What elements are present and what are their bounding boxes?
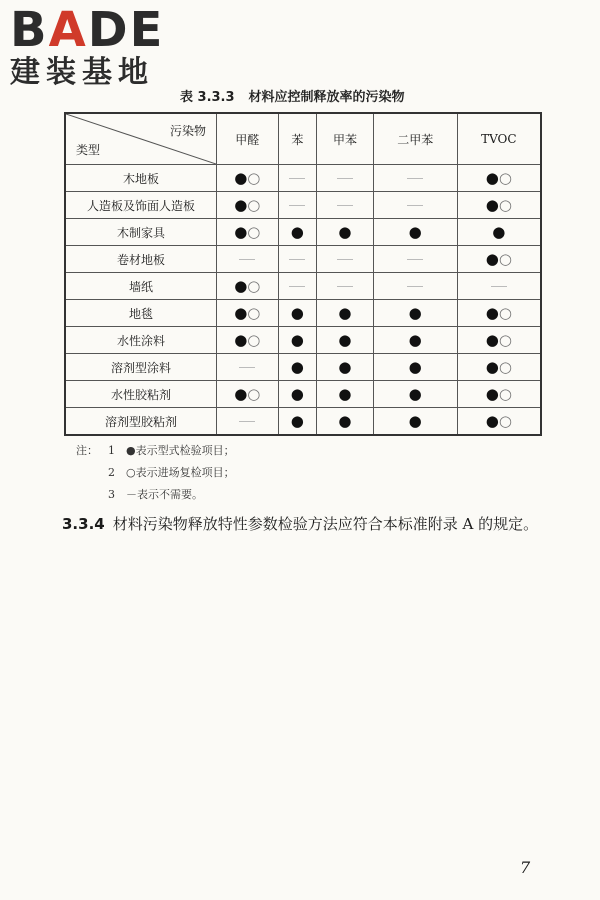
table-row: [65, 327, 541, 354]
dash-icon: [491, 286, 507, 287]
filled-circle-icon: ●: [485, 250, 499, 268]
dash-icon: [289, 205, 305, 206]
dash-icon: [289, 286, 305, 287]
table-cell: [317, 354, 374, 381]
table-cell: [217, 219, 279, 246]
dash-icon: [239, 259, 255, 260]
filled-circle-icon: ●: [290, 331, 304, 349]
table-cell: [457, 300, 541, 327]
filled-circle-icon: ●: [338, 304, 352, 322]
table-cell: [373, 192, 457, 219]
table-cell: [457, 327, 541, 354]
table-cell: [373, 300, 457, 327]
table-cell: [278, 246, 317, 273]
row-label: 溶剂型涂料: [65, 354, 217, 381]
filled-circle-icon: ●: [485, 331, 499, 349]
table-cell: [317, 408, 374, 436]
empty-circle-icon: ○: [247, 304, 261, 322]
filled-circle-icon: ●: [408, 385, 422, 403]
note-line: [76, 462, 235, 484]
table-row: [65, 165, 541, 192]
row-label: 卷材地板: [65, 246, 217, 273]
table-cell: [278, 327, 317, 354]
notes-label: 注：: [76, 444, 98, 457]
filled-circle-icon: ●: [290, 358, 304, 376]
clause-paragraph: [62, 510, 562, 538]
table-cell: [317, 273, 374, 300]
table-caption-title: 材料应控制释放率的污染物: [248, 90, 405, 105]
empty-circle-icon: ○: [247, 331, 261, 349]
table-cell: [457, 219, 541, 246]
filled-circle-icon: ●: [408, 331, 422, 349]
note-line: [76, 484, 235, 506]
table-cell: [317, 246, 374, 273]
filled-circle-icon: ●: [485, 385, 499, 403]
note-number: 1: [108, 444, 115, 457]
filled-circle-icon: ●: [485, 196, 499, 214]
filled-circle-icon: ●: [290, 223, 304, 241]
note-text: ●表示型式检验项目；: [126, 444, 235, 457]
filled-circle-icon: ●: [234, 277, 248, 295]
filled-circle-icon: ●: [234, 385, 248, 403]
table-cell: [457, 192, 541, 219]
table-cell: [317, 381, 374, 408]
empty-circle-icon: ○: [498, 385, 512, 403]
table-cell: [373, 408, 457, 436]
table-cell: [217, 300, 279, 327]
filled-circle-icon: ●: [234, 169, 248, 187]
table-cell: [217, 381, 279, 408]
filled-circle-icon: ●: [290, 385, 304, 403]
column-header: TVOC: [457, 113, 541, 165]
table-cell: [217, 354, 279, 381]
filled-circle-icon: ●: [408, 412, 422, 430]
filled-circle-icon: ●: [408, 223, 422, 241]
table-row: [65, 246, 541, 273]
empty-circle-icon: ○: [498, 412, 512, 430]
table-cell: [278, 273, 317, 300]
dash-icon: [289, 259, 305, 260]
filled-circle-icon: ●: [408, 358, 422, 376]
table-row: [65, 381, 541, 408]
corner-header-cell: [65, 113, 217, 165]
empty-circle-icon: ○: [498, 196, 512, 214]
filled-circle-icon: ●: [408, 304, 422, 322]
empty-circle-icon: ○: [247, 169, 261, 187]
note-text: ○表示进场复检项目；: [126, 466, 235, 479]
corner-label-type: 类型: [76, 143, 101, 157]
table-cell: [373, 165, 457, 192]
table-cell: [457, 165, 541, 192]
table-header-row: [65, 113, 541, 165]
table-cell: [278, 381, 317, 408]
page-number: 7: [520, 858, 531, 877]
empty-circle-icon: ○: [247, 196, 261, 214]
table-cell: [373, 381, 457, 408]
empty-circle-icon: ○: [498, 169, 512, 187]
table-cell: [317, 165, 374, 192]
empty-circle-icon: ○: [247, 385, 261, 403]
table-row: [65, 192, 541, 219]
filled-circle-icon: ●: [485, 358, 499, 376]
dash-icon: [239, 367, 255, 368]
dash-icon: [407, 259, 423, 260]
table-cell: [278, 219, 317, 246]
filled-circle-icon: ●: [234, 331, 248, 349]
filled-circle-icon: ●: [290, 412, 304, 430]
row-label: 木制家具: [65, 219, 217, 246]
filled-circle-icon: ●: [234, 304, 248, 322]
row-label: 水性胶粘剂: [65, 381, 217, 408]
row-label: 水性涂料: [65, 327, 217, 354]
table-cell: [317, 219, 374, 246]
table-cell: [278, 408, 317, 436]
empty-circle-icon: ○: [498, 331, 512, 349]
row-label: 地毯: [65, 300, 217, 327]
dash-icon: [337, 286, 353, 287]
empty-circle-icon: ○: [247, 223, 261, 241]
dash-icon: [337, 178, 353, 179]
table-cell: [373, 246, 457, 273]
table-caption: [180, 86, 405, 105]
table-body: [65, 165, 541, 436]
clause-number: 3.3.4: [62, 515, 105, 533]
filled-circle-icon: ●: [338, 385, 352, 403]
empty-circle-icon: ○: [498, 250, 512, 268]
table-cell: [457, 246, 541, 273]
row-label: 溶剂型胶粘剂: [65, 408, 217, 436]
filled-circle-icon: ●: [485, 169, 499, 187]
table-row: [65, 219, 541, 246]
table-cell: [457, 354, 541, 381]
table-cell: [373, 273, 457, 300]
table-row: [65, 408, 541, 436]
table-cell: [278, 354, 317, 381]
filled-circle-icon: ●: [338, 412, 352, 430]
filled-circle-icon: ●: [234, 196, 248, 214]
table-cell: [457, 273, 541, 300]
filled-circle-icon: ●: [492, 223, 506, 241]
table-cell: [217, 165, 279, 192]
table-cell: [317, 327, 374, 354]
clause-text: 材料污染物释放特性参数检验方法应符合本标准附录 A 的规定。: [112, 515, 539, 533]
table-cell: [217, 327, 279, 354]
bade-logo: [10, 4, 185, 90]
note-text: －表示不需要。: [126, 488, 203, 501]
row-label: 木地板: [65, 165, 217, 192]
note-number: 2: [108, 466, 115, 479]
corner-label-pollutant: 污染物: [169, 124, 206, 138]
row-label: 墙纸: [65, 273, 217, 300]
filled-circle-icon: ●: [485, 304, 499, 322]
column-header: 甲苯: [317, 113, 374, 165]
filled-circle-icon: ●: [338, 331, 352, 349]
table-cell: [217, 408, 279, 436]
table-cell: [373, 327, 457, 354]
table-caption-number: 表 3.3.3: [180, 90, 235, 105]
dash-icon: [407, 286, 423, 287]
empty-circle-icon: ○: [498, 304, 512, 322]
dash-icon: [407, 205, 423, 206]
table-notes: [76, 440, 235, 506]
table-row: [65, 354, 541, 381]
table-cell: [457, 381, 541, 408]
table-cell: [278, 192, 317, 219]
logo-subtitle: 建装基地: [10, 55, 154, 90]
dash-icon: [337, 259, 353, 260]
pollutant-table: [64, 112, 542, 436]
table-cell: [373, 219, 457, 246]
dash-icon: [337, 205, 353, 206]
filled-circle-icon: ●: [338, 223, 352, 241]
column-header: 甲醛: [217, 113, 279, 165]
table-cell: [457, 408, 541, 436]
table-cell: [373, 354, 457, 381]
table-cell: [278, 300, 317, 327]
dash-icon: [289, 178, 305, 179]
note-line: [76, 440, 235, 462]
table-row: [65, 300, 541, 327]
table-row: [65, 273, 541, 300]
table-cell: [317, 300, 374, 327]
row-label: 人造板及饰面人造板: [65, 192, 217, 219]
column-header: 二甲苯: [373, 113, 457, 165]
table-cell: [217, 192, 279, 219]
filled-circle-icon: ●: [290, 304, 304, 322]
filled-circle-icon: ●: [485, 412, 499, 430]
filled-circle-icon: ●: [338, 358, 352, 376]
empty-circle-icon: ○: [247, 277, 261, 295]
dash-icon: [239, 421, 255, 422]
note-number: 3: [108, 488, 115, 501]
table-cell: [278, 165, 317, 192]
column-header: 苯: [278, 113, 317, 165]
table-cell: [317, 192, 374, 219]
logo-wordmark: BADE: [10, 2, 165, 58]
empty-circle-icon: ○: [498, 358, 512, 376]
filled-circle-icon: ●: [234, 223, 248, 241]
dash-icon: [407, 178, 423, 179]
table-cell: [217, 273, 279, 300]
table-cell: [217, 246, 279, 273]
